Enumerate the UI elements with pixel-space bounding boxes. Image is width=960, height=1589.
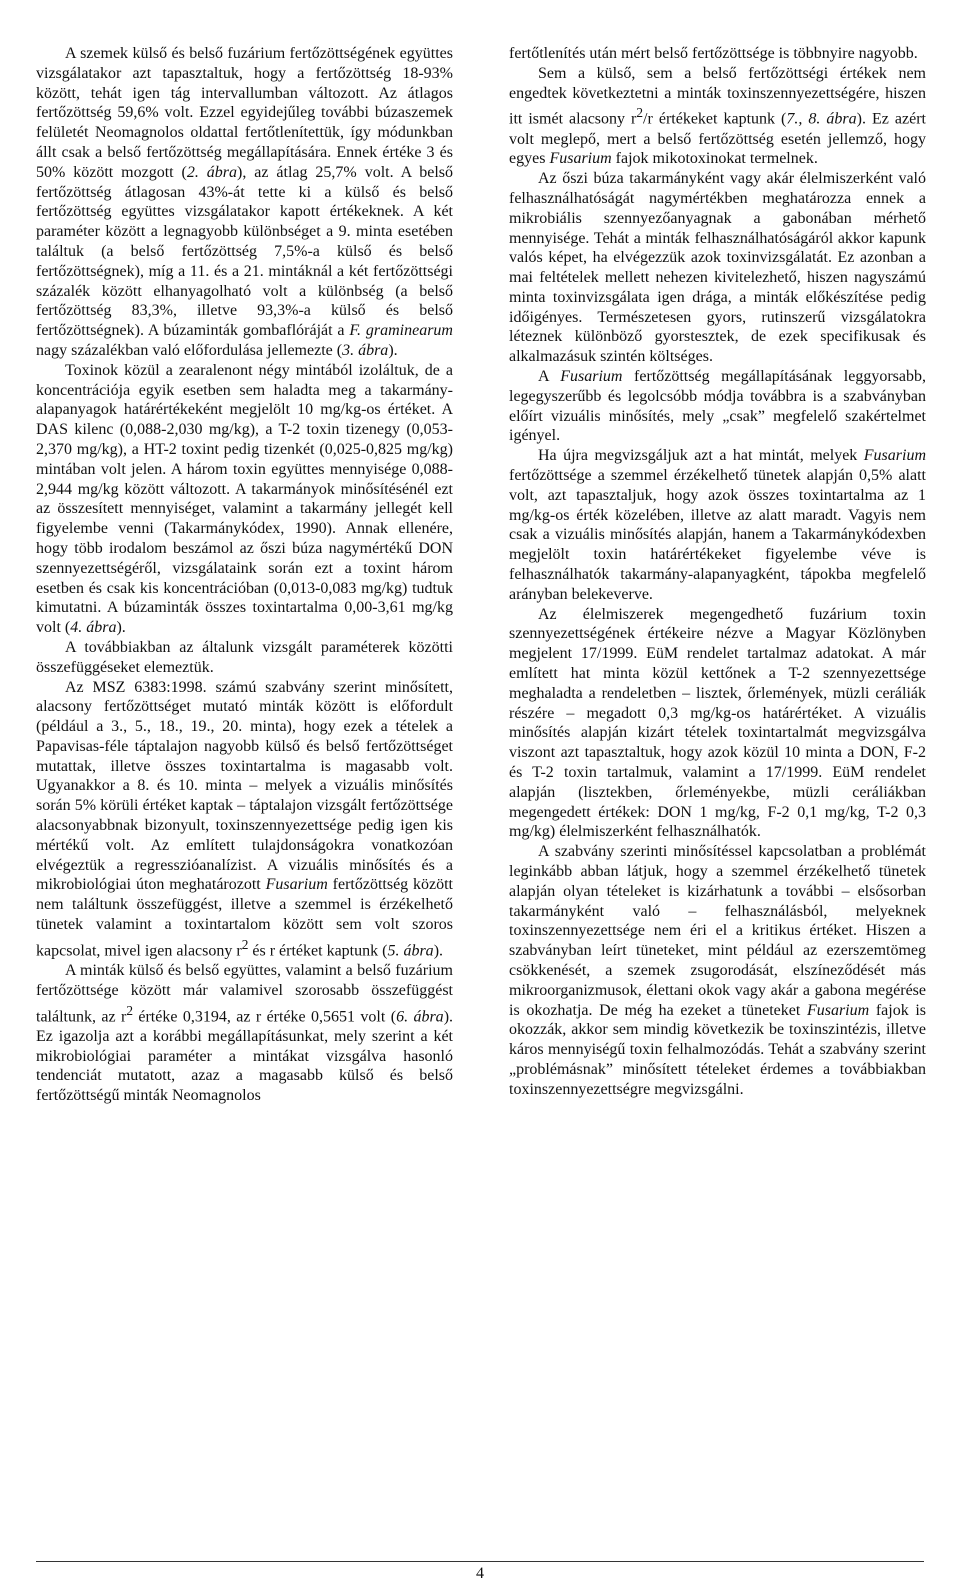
page-number: 4 [476, 1565, 484, 1582]
paragraph: Ha újra megvizsgáljuk azt a hat mintát, melyek Fusarium fertőzöttsége a szemmel érzékelhető tünetek alapján 0,5% alatt volt, azt tapasztaljuk, hogy azok összes toxintartalma az 1 mg/kg-os érték közelében, illetve az alatt maradt. Vagyis nem csak a vizuális minősítés alapján, hanem a Takarmánykódexben megjelölt toxin határértékeket figyelembe véve is felhasználhatók takarmány-alapanyagként, tápokba megfelelő arányban belekeverve. [509, 447, 926, 603]
footer-divider [36, 1561, 924, 1562]
paragraph: A továbbiakban az általunk vizsgált paraméterek közötti összefüggéseket elemeztük. [36, 638, 453, 676]
paragraph: A Fusarium fertőzöttség megállapításának leggyorsabb, legegyszerűbb és legolcsóbb módja továbbra is a szabványban előírt vizuális minősítés, mely „csak” megfelelő szakértelmet igényel. [509, 368, 926, 445]
paragraph: Az MSZ 6383:1998. számú szabvány szerint minősített, alacsony fertőzöttséget mutató minták között is előfordult (például a 3., 5., 18., 19., 20. minta), hogy ezek a tételek a Papavisas-féle táptalajon nagyobb külső és belső fertőzöttséget mutattak, illetve összes toxintartalma is magasabb volt. Ugyanakkor a 8. és 10. minta – melyek a vizuális minősítés során 5% körüli értéket kaptak – táptalajon vizsgált fertőzöttsége alacsonyabbnak bizonyult, toxinszennyezettsége pedig igen kis mértékű volt. Az említett tulajdonságokra vonatkozóan elvégeztük a regresszióanalízist. A vizuális minősítés és a mikrobiológiai úton meghatározott Fusarium fertőzöttség között nem találtunk összefüggést, illetve a szemmel is érzékelhető tünetek valamint a toxintartalom között sem volt szoros kapcsolat, mivel igen alacsony $r^2$ és r értéket kaptunk (5. ábra). [36, 678, 454, 960]
paragraph: Sem a külső, sem a belső fertőzöttségi értékek nem engedtek következtetni a minták toxinszennyezettségére, hiszen itt ismét alacsony $r^2/r$ értékeket kaptunk (7., 8. ábra). Ez azért volt meglepő, mert a belső fertőzöttség esetén jellemző, hogy egyes Fusarium fajok mikotoxinokat termelnek. [509, 64, 926, 168]
paragraph: A minták külső és belső együttes, valamint a belső fuzárium fertőzöttsége között már valamivel szorosabb összefüggést találtunk, az $r^2$ értéke 0,3194, az r értéke 0,5651 volt (6. ábra). Ez igazolja azt a korábbi megállapításunkat, mely szerint a két mikrobiológiai paraméter a mintákat vizsgálva hasonló tendenciát mutatott, azaz a magasabb külső és belső fertőzöttségű minták Neomagnolos [36, 961, 454, 1105]
paragraph: Az őszi búza takarmányként vagy akár élelmiszerként való felhasználhatóságát nagymértékben meghatározza ennek a mikrobiális szennyezőanyagnak a gabonában mérhető mennyisége. Tehát a minták felhasználhatóságáról akkor kapunk valós képet, ha elvégezzük azok toxinvizsgálatát. Ez azonban a mai feltételek mellett nehezen kivitelezhető, hiszen nagyszámú minta toxinvizsgálata igen drága, a minták előkészítése pedig időigényes. Természetesen gyors, rutinszerű vizsgálatokra léteznek különböző gyorstesztek, de ezek specifikusak és alkalmazásuk szintén költséges. [509, 170, 926, 366]
paragraph: A szabvány szerinti minősítéssel kapcsolatban a problémát leginkább abban látjuk, hogy a szemmel érzékelhető tünetek alapján olyan tételeket is kizárhatunk a további – elsősorban takarmányként való – felhasználásból, melyeknek toxinszennyezettsége nem éri el a kritikus értéket. Hiszen a szabványban leírt tüneteket, mint például az ezerszemtömeg csökkenését, a szemek zsugorodását, elszíneződését más mikroorganizmusok, élettani okok vagy akár a gabona megérése is okozhatja. De még ha ezeket a tüneteket Fusarium fajok is okozzák, akkor sem mindig következik be toxinszintézis, illetve káros mennyiségű toxin felhalmozódás. Tehát a szabvány szerint „problémásnak” minősített tételeket érdemes a továbbiakban toxinszennyezettségre megvizsgálni. [509, 843, 927, 1098]
paragraph: Az élelmiszerek megengedhető fuzárium toxin szennyezettségének értékeire nézve a Magyar Közlönyben megjelent 17/1999. EüM rendelet tartalmaz adatokat. A már említett hat minta közül kettőnek a T-2 szennyezettsége meghaladta a rendeletben – lisztek, őrlemények, müzli ceráliák részére – megadott 0,3 mg/kg-os határértéket. A vizuális minősítés alapján kizárt tételek toxintartalmát megvizsgálva viszont azt tapasztaltuk, hogy azok közül 10 minta a DON, F-2 és T-2 toxin tartalmuk, valamint a 17/1999. EüM rendelet alapján (lisztekben, őrleményekbe, müzli ceráliákban megengedett értékek: DON 1 mg/kg, F-2 0,1 mg/kg, T-2 0,3 mg/kg) élelmiszerként felhasználhatók. [509, 605, 926, 841]
left-column [36, 44, 453, 1106]
paragraph: fertőtlenítés után mért belső fertőzöttsége is többnyire nagyobb. [509, 45, 918, 62]
paragraph: A szemek külső és belső fuzárium fertőzöttségének együttes vizsgálatakor azt tapasztaltuk, hogy a fertőzöttség 18-93% között, tehát igen tág intervallumban változott. Az átlagos fertőzöttség 59,6% volt. Ezzel egyidejűleg további búzaszemek felületét Neomagnolos oldattal fertőtlenítettük, így módunkban állt csak a belső fertőzöttség megállapítására. Ennek értéke 3 és 50% között mozgott (2. ábra), az átlag 25,7% volt. A belső fertőzöttség átlagosan 43%-át tette ki a külső és belső fertőzöttség együttes vizsgálatakor kapott értékeknek. A két paraméter között a legnagyobb különbséget a 9. minta esetében találtuk (a belső fertőzöttség 7,5%-a külső és belső fertőzöttségnek), míg a 11. és a 21. mintáknál a két fertőzöttségi százalék között elhanyagolható volt a különbség (a belső fertőzöttség 83,3%, illetve 93,3%-a külső és belső fertőzöttségnek). A búzaminták gombaflóráját a F. graminearum nagy százalékban való előfordulása jellemezte (3. ábra). [36, 45, 453, 359]
right-column [509, 44, 926, 1100]
paragraph: Toxinok közül a zearalenont négy mintából izoláltuk, de a koncentrációja egyik esetben sem haladta meg a takarmány-alapanyagok határértékeként megjelölt 10 mg/kg-os értéket. A DAS kilenc (0,088-2,030 mg/kg), a T-2 toxin tizenegy (0,053-2,370 mg/kg), a HT-2 toxint pedig tizenkét (0,025-0,825 mg/kg) mintában volt jelen. A három toxin együttes mennyisége 0,088-2,944 mg/kg között változott. A takarmányok minősítésénél ezt az összesített mennyiséget, valamint a takarmány jellegét kell figyelembe venni (Takarmánykódex, 1990). Annak ellenére, hogy több irodalom beszámol az őszi búza nagymértékű DON szennyezettségéről, vizsgálataink során ezt a toxint három esetben és csak kis koncentrációban (0,013-0,083 mg/kg) tudtuk kimutatni. A búzaminták összes toxintartalma 0,00-3,61 mg/kg volt (4. ábra). [36, 361, 453, 637]
